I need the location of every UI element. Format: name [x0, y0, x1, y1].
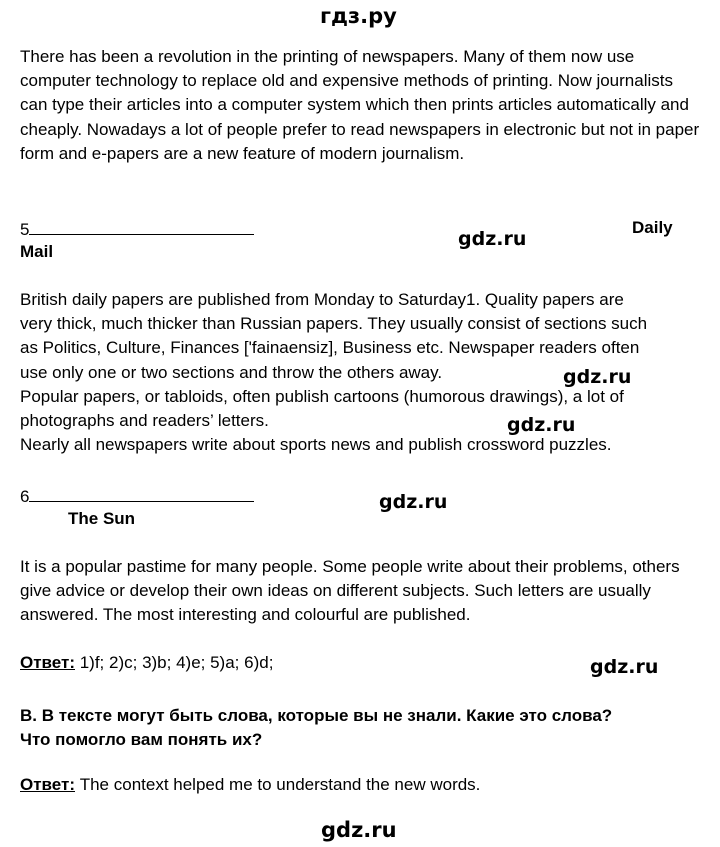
blank-5-line	[29, 216, 254, 235]
text-line: as Politics, Culture, Finances ['fainaensiz], Business etc. Newspaper readers often	[20, 338, 640, 358]
text-line: very thick, much thicker than Russian papers. They usually consist of sections such	[20, 314, 648, 334]
task-b-line1: B. В тексте могут быть слова, которые вы не знали. Какие это слова?	[20, 706, 613, 725]
paragraph-letters: It is a popular pastime for many people. Some people write about their problems, others give advice or develop their own ideas on different subjects. Such letters are usually answered. The most interesting and colourful are published.	[20, 557, 680, 625]
text-line: British daily papers are published from Monday to Saturday1. Quality papers are	[20, 290, 624, 309]
text-line: photographs and readers’ letters.	[20, 411, 269, 431]
answer-2-text: The context helped me to understand the new words.	[75, 775, 481, 794]
blank-6-line	[29, 483, 254, 502]
watermark: gdz.ru	[458, 228, 527, 250]
watermark: gdz.ru	[379, 491, 448, 513]
answer-1-label: Ответ:	[20, 653, 75, 672]
answer-1-text: 1)f; 2)c; 3)b; 4)e; 5)a; 6)d;	[75, 653, 274, 672]
blank-5-answer-part2: Mail	[20, 242, 54, 261]
watermark: gdz.ru	[590, 656, 659, 678]
blank-5-number: 5	[20, 220, 30, 239]
blank-6-answer: The Sun	[68, 509, 136, 528]
text-line: Popular papers, or tabloids, often publish cartoons (humorous drawings), a lot of	[20, 386, 624, 406]
answer-2-label: Ответ:	[20, 775, 75, 794]
watermark: gdz.ru	[507, 414, 576, 436]
text-line: Nearly all newspapers write about sports news and publish crossword puzzles.	[20, 435, 612, 455]
blank-5	[20, 216, 254, 242]
task-b-line2: Что помогло вам понять их?	[20, 730, 263, 750]
blank-6	[20, 483, 254, 509]
blank-6-number: 6	[20, 487, 30, 506]
site-title: гдз.ру	[320, 4, 397, 28]
watermark: gdz.ru	[563, 366, 632, 388]
answer-2	[20, 773, 480, 797]
text-line: use only one or two sections and throw the others away.	[20, 362, 443, 382]
answer-1	[20, 651, 273, 675]
blank-5-answer-part1: Daily	[632, 218, 673, 237]
task-b	[20, 704, 612, 752]
paragraph-revolution: There has been a revolution in the printing of newspapers. Many of them now use computer technology to replace old and expensive methods of printing. Now journalists can type their articles into a computer system which then prints articles automatically and cheaply. Nowadays a lot of people prefer to read newspapers in electronic but not in paper form and e-papers are a new feature of modern journalism.	[20, 47, 700, 163]
watermark-footer: gdz.ru	[321, 818, 397, 842]
